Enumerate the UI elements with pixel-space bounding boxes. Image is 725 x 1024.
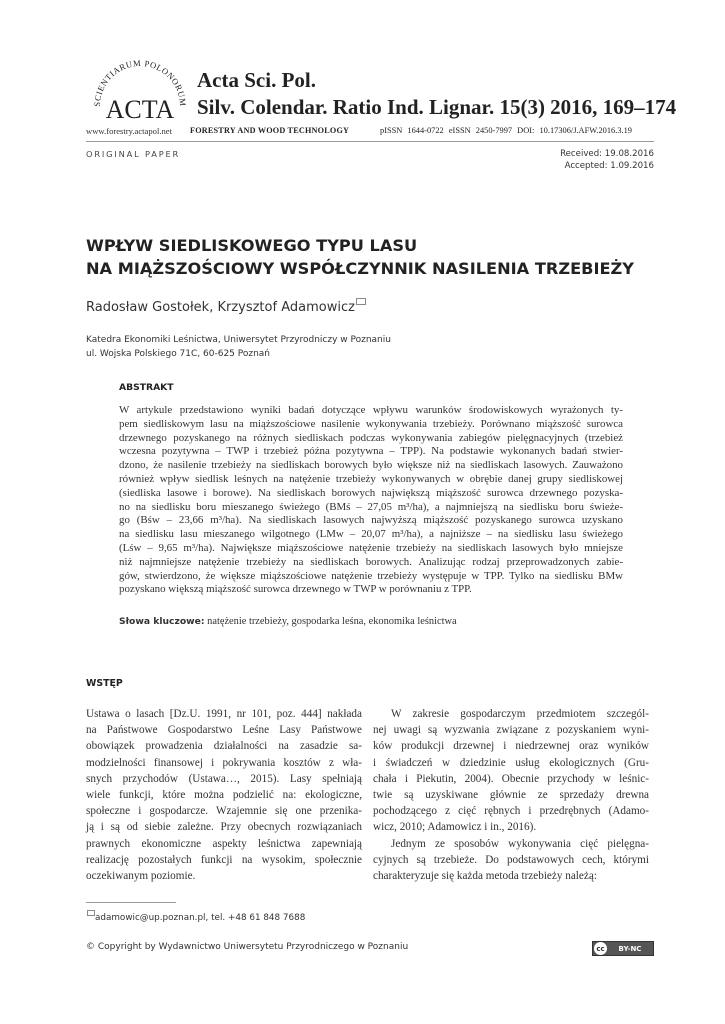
intro-right-column xyxy=(373,706,649,884)
journal-logo xyxy=(86,56,194,128)
keywords-text: natężenie trzebieży, gospodarka leśna, ekonomika leśnictwa xyxy=(207,616,457,627)
authors xyxy=(86,300,366,315)
acta-logo-icon xyxy=(86,56,194,128)
received-date: Received: 19.08.2016 xyxy=(560,149,654,159)
text-line: społeczne i gospodarcze. Wzajemnie się one przenika- xyxy=(86,805,362,818)
article-title xyxy=(86,234,634,280)
journal-name: Acta Sci. Pol. xyxy=(197,68,316,92)
text-line: gów, stwierdzono, że większe miąższościowe natężenie trzebieży występuje w TPP. Tylko na siedlisku BMw xyxy=(119,569,623,582)
logo-text: ACTA xyxy=(105,95,175,124)
footnote-email: adamowic@up.poznan.pl, tel. +48 61 848 7688 xyxy=(95,913,306,923)
text-line: wicz, 2010; Adamowicz i in., 2016). xyxy=(373,821,537,834)
logo-ring-text: SCIENTIARUM POLONORUM xyxy=(91,57,189,107)
text-line: W artykule przedstawiono wyniki badań dotyczące wpływu warunków środowiskowych wyrażonych ty- xyxy=(119,404,623,416)
text-line: obowiązek prowadzenia działalności na zasadzie sa- xyxy=(86,740,362,753)
text-line: twie są uzyskiwane głównie ze sprzedaży drewna xyxy=(373,788,649,801)
affiliation-line: ul. Wojska Polskiego 71C, 60-625 Poznań xyxy=(86,348,271,359)
journal-section: FORESTRY AND WOOD TECHNOLOGY xyxy=(190,126,350,135)
text-line: no na siedlisku boru mieszanego świeżego (BMś – 27,05 m³/ha), a najmniejszą na siedlisku boru świeże- xyxy=(119,500,623,513)
text-line: oczekiwanym poziomie. xyxy=(86,869,196,882)
affiliation-line: Katedra Ekonomiki Leśnictwa, Uniwersytet Przyrodniczy w Poznaniu xyxy=(86,335,391,345)
abstract-heading: ABSTRAKT xyxy=(119,382,174,393)
text-line: nej uwagi są wyzwania związane z pozyskaniem wyni- xyxy=(373,724,649,737)
text-line: również wpływ siedlisk leśnych na natężenie trzebieży wykonywanych w obrębie danej grupy siedliskowej xyxy=(119,472,623,485)
envelope-icon xyxy=(356,298,366,305)
abstract-body xyxy=(119,404,623,597)
text-line: pem siedliskowym lasu na miąższościowe nasilenie wykonywania trzebieży. Porównano miąższość surowca xyxy=(119,417,623,430)
text-line: wczesna pozytywna – TWP i trzebież późna pozytywna – TPP). Na podstawie wykonanych badań stwier- xyxy=(119,445,623,458)
title-line: NA MIĄŻSZOŚCIOWY WSPÓŁCZYNNIK NASILENIA TRZEBIEŻY xyxy=(86,259,635,278)
text-line: Jednym ze sposobów wykonywania cięć pielęgna- xyxy=(391,837,649,850)
section-heading: WSTĘP xyxy=(86,678,123,689)
title-line: WPŁYW SIEDLISKOWEGO TYPU LASU xyxy=(86,236,418,255)
text-line: niż najmniejsze natężenie trzebieży na siedliskach borowych. Analizując rodzaj przeprowadzonych zabie- xyxy=(119,555,623,568)
footnote xyxy=(86,913,305,923)
footnote-divider xyxy=(86,902,176,903)
text-line: charakteryzuje się każda metoda trzebieży należą: xyxy=(373,869,597,882)
envelope-icon xyxy=(87,910,95,916)
text-line: na siedlisku lasu mieszanego wilgotnego (LMw – 20,07 m³/ha), a najniższe – na siedlisku lasu świeżego xyxy=(119,528,623,541)
issn-doi: pISSN 1644-0722 eISSN 2450-7997 DOI: 10.17306/J.AFW.2016.3.19 xyxy=(380,126,632,135)
keywords xyxy=(119,616,457,627)
text-line: wiele funkcji, które można podzielić na: ekologiczne, xyxy=(86,788,362,801)
text-line: pozyskano większą miąższość surowca drzewnego w TWP w porównaniu z TPP. xyxy=(119,583,472,596)
text-line: ją i są od siebie zależne. Przy obecnych rozwiązaniach xyxy=(86,821,362,834)
intro-left-column xyxy=(86,706,362,884)
keywords-label: Słowa kluczowe: xyxy=(119,616,205,627)
author-names: Radosław Gostołek, Krzysztof Adamowicz xyxy=(86,300,355,315)
text-line: pochodzącego z cięć rębnych i przedrębnych (Adamo- xyxy=(373,805,649,818)
text-line: na Państwowe Gospodarstwo Leśne Lasy Państwowe xyxy=(86,724,362,737)
text-line: modzielności finansowej i pokrywania kosztów z wła- xyxy=(86,756,362,769)
copyright: © Copyright by Wydawnictwo Uniwersytetu Przyrodniczego w Poznaniu xyxy=(86,942,409,952)
cc-icon: cc xyxy=(594,942,607,955)
text-line: (Lśw – 9,65 m³/ha). Największe miąższościowe natężenie trzebieży na siedliskach lasowych było mniejsze xyxy=(119,541,623,554)
license-badge[interactable] xyxy=(592,941,654,956)
license-text: BY-NC xyxy=(618,944,642,953)
text-line: W zakresie gospodarczym przedmiotem szczegól- xyxy=(391,708,649,720)
paper-type: ORIGINAL PAPER xyxy=(86,149,181,159)
text-line: realizację pozostałych funkcji na wysokim, społecznie xyxy=(86,853,362,866)
text-line: i świadczeń w dziedzinie usług ekologicznych (Gru- xyxy=(373,756,649,769)
text-line: drzewnego pozyskanego na różnych siedliskach podczas wykonywania zabiegów pielęgnacyjnych (trzebież xyxy=(119,431,623,444)
text-line: go (Bśw – 23,66 m³/ha). Na siedliskach lasowych najwyższą miąższość pozyskanego surowca uzyskano xyxy=(119,514,623,527)
journal-series: Silv. Colendar. Ratio Ind. Lignar. 15(3) 2016, 169–174 xyxy=(197,95,677,119)
dates-block xyxy=(560,148,654,172)
text-line: chała i Piekutin, 2004). Obecnie przychody w leśnic- xyxy=(373,772,649,785)
text-line: snych przychodów (Ustawa…, 2015). Lasy spełniają xyxy=(86,772,362,785)
text-line: ków produkcji drzewnej i niedrzewnej oraz wyników xyxy=(373,740,649,753)
text-line: (siedliska lasowe i borowe). Na siedliskach borowych największą miąższość surowca drzewnego pozyska- xyxy=(119,486,623,499)
affiliation xyxy=(86,334,391,361)
text-line: prawnych ekonomiczne aspekty leśnictwa zapewniają xyxy=(86,837,362,850)
journal-url[interactable]: www.forestry.actapol.net xyxy=(86,126,172,136)
text-line: cyjnych są trzebieże. Do podstawowych cech, którymi xyxy=(373,853,649,866)
accepted-date: Accepted: 1.09.2016 xyxy=(564,161,654,171)
text-line: Ustawa o lasach [Dz.U. 1991, nr 101, poz. 444] nakłada xyxy=(86,708,362,720)
text-line: dzono, że nasilenie trzebieży na siedliskach borowych było większe niż na siedliskach lasowych. Zauważono xyxy=(119,459,623,472)
header-divider xyxy=(86,141,654,142)
